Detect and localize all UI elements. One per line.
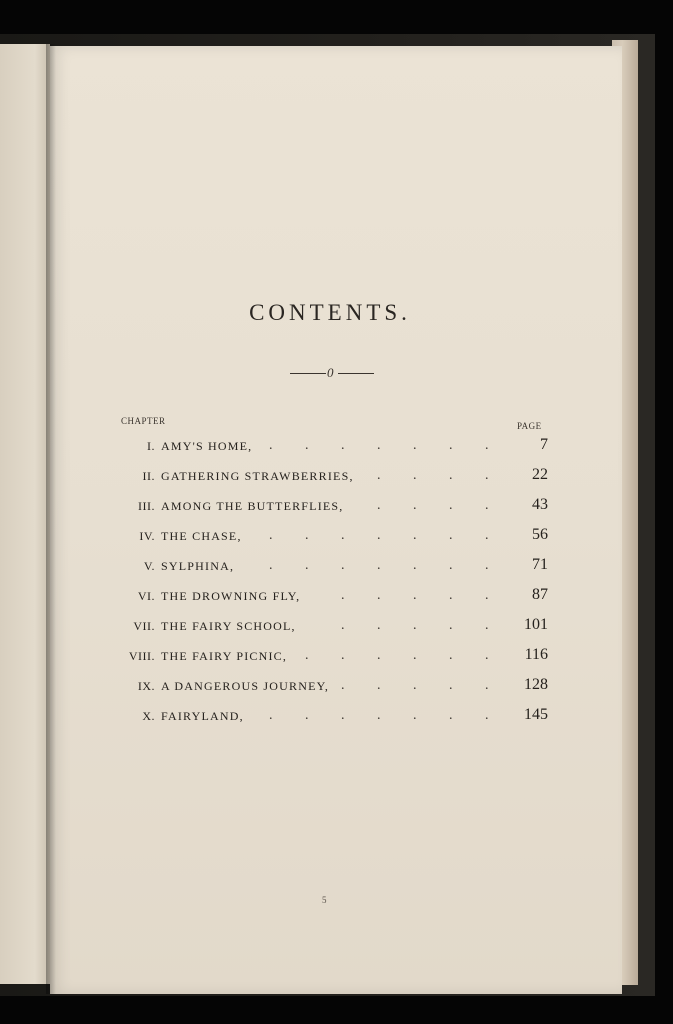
dot-leader: . (269, 558, 273, 573)
dot-leader: . (341, 708, 345, 723)
chapter-title: AMY'S HOME, (161, 439, 253, 453)
dot-leader: . (485, 468, 489, 483)
page-column-label: PAGE (517, 421, 542, 431)
ornament-symbol: 0 (327, 365, 334, 380)
page-number: 5 (322, 895, 327, 905)
heading-ornament (290, 366, 374, 380)
contents-heading: CONTENTS. (249, 300, 411, 325)
contents-page (50, 46, 622, 994)
dot-leader: . (377, 438, 381, 453)
toc-entry (100, 676, 550, 700)
toc-entry (100, 496, 550, 520)
dot-leader: . (413, 558, 417, 573)
dot-leader: . (377, 588, 381, 603)
dot-leader: . (377, 618, 381, 633)
dot-leader: . (485, 498, 489, 513)
chapter-title: AMONG THE BUTTERFLIES, (161, 499, 344, 513)
dot-leader: . (341, 588, 345, 603)
left-page-edge (0, 44, 50, 984)
dot-leader: . (341, 438, 345, 453)
gutter-shadow (46, 44, 56, 994)
chapter-page: 145 (524, 706, 548, 723)
dot-leader: . (341, 558, 345, 573)
dot-leader: . (269, 528, 273, 543)
chapter-number: VIII. (128, 649, 155, 663)
dot-leader: . (377, 498, 381, 513)
dot-leader: . (377, 678, 381, 693)
toc-entry (100, 586, 550, 610)
dot-leader: . (413, 528, 417, 543)
toc-entry (100, 616, 550, 640)
dot-leader: . (449, 438, 453, 453)
ornament-line-right (338, 373, 374, 374)
dot-leader: . (413, 588, 417, 603)
dot-leader: . (305, 528, 309, 543)
toc-entry (100, 706, 550, 730)
dot-leader: . (413, 498, 417, 513)
dot-leader: . (305, 558, 309, 573)
chapter-page: 101 (524, 616, 548, 633)
chapter-title: SYLPHINA, (161, 559, 235, 573)
dot-leader: . (485, 558, 489, 573)
chapter-page: 116 (524, 646, 548, 663)
dot-leader: . (449, 618, 453, 633)
dot-leader: . (449, 678, 453, 693)
dot-leader: . (341, 618, 345, 633)
chapter-column-label: CHAPTER (121, 416, 166, 426)
chapter-number: III. (138, 499, 155, 513)
dot-leader: . (305, 708, 309, 723)
chapter-number: V. (143, 559, 155, 573)
dot-leader: . (377, 558, 381, 573)
chapter-number: VII. (133, 619, 155, 633)
dot-leader: . (485, 678, 489, 693)
dot-leader: . (449, 588, 453, 603)
chapter-title: A DANGEROUS JOURNEY, (161, 679, 330, 693)
dot-leader: . (413, 468, 417, 483)
dot-leader: . (377, 528, 381, 543)
dot-leader: . (449, 558, 453, 573)
chapter-number: IV. (139, 529, 155, 543)
toc-entry (100, 436, 550, 460)
dot-leader: . (341, 648, 345, 663)
dot-leader: . (305, 648, 309, 663)
toc-entry (100, 646, 550, 670)
dot-leader: . (305, 438, 309, 453)
chapter-number: II. (142, 469, 155, 483)
dot-leader: . (377, 708, 381, 723)
chapter-number: I. (147, 439, 155, 453)
dot-leader: . (449, 468, 453, 483)
dot-leader: . (377, 648, 381, 663)
dot-leader: . (485, 648, 489, 663)
dot-leader: . (269, 438, 273, 453)
dot-leader: . (485, 438, 489, 453)
dot-leader: . (341, 678, 345, 693)
chapter-number: X. (142, 709, 155, 723)
chapter-number: VI. (137, 589, 155, 603)
chapter-title: FAIRYLAND, (161, 709, 244, 723)
dot-leader: . (485, 528, 489, 543)
chapter-number: IX. (137, 679, 155, 693)
dot-leader: . (269, 708, 273, 723)
chapter-title: THE DROWNING FLY, (161, 589, 301, 603)
chapter-title: THE CHASE, (161, 529, 242, 543)
chapter-page: 7 (540, 436, 548, 453)
dot-leader: . (485, 588, 489, 603)
dot-leader: . (485, 618, 489, 633)
dot-leader: . (413, 438, 417, 453)
chapter-page: 43 (532, 496, 548, 513)
dot-leader: . (449, 528, 453, 543)
chapter-page: 71 (532, 556, 548, 573)
dot-leader: . (377, 468, 381, 483)
chapter-title: GATHERING STRAWBERRIES, (161, 469, 354, 483)
toc-entry (100, 556, 550, 580)
toc-entry (100, 526, 550, 550)
dot-leader: . (449, 708, 453, 723)
dot-leader: . (449, 648, 453, 663)
chapter-title: THE FAIRY SCHOOL, (161, 619, 296, 633)
dot-leader: . (413, 618, 417, 633)
toc-entry (100, 466, 550, 490)
dot-leader: . (413, 708, 417, 723)
chapter-page: 22 (532, 466, 548, 483)
chapter-page: 128 (524, 676, 548, 693)
ornament-line-left (290, 373, 326, 374)
chapter-page: 56 (532, 526, 548, 543)
dot-leader: . (485, 708, 489, 723)
dot-leader: . (341, 528, 345, 543)
chapter-page: 87 (532, 586, 548, 603)
dot-leader: . (413, 678, 417, 693)
chapter-title: THE FAIRY PICNIC, (161, 649, 288, 663)
dot-leader: . (413, 648, 417, 663)
dot-leader: . (449, 498, 453, 513)
